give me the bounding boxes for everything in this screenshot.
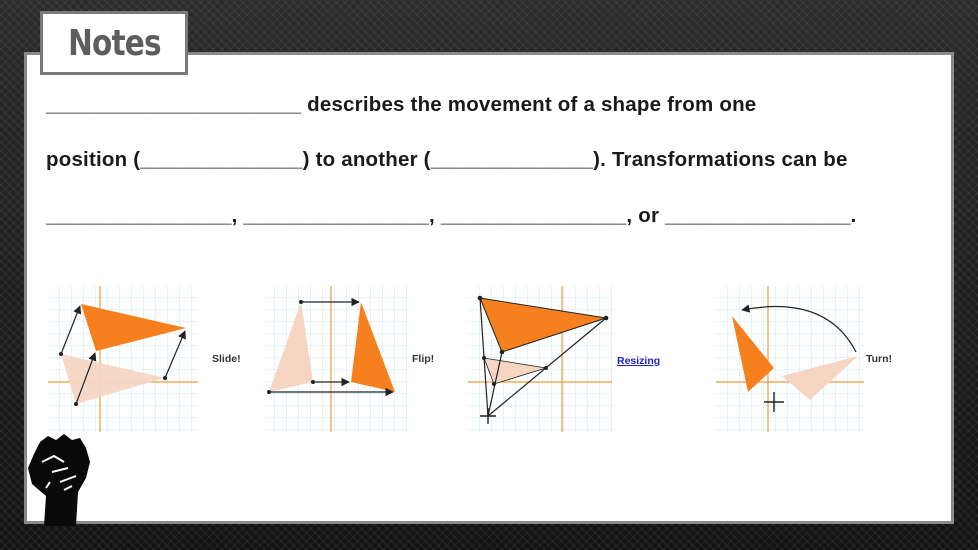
- notes-text-line-3: ________________, ________________, ________________, or ________________.: [46, 204, 857, 227]
- resizing-link[interactable]: Resizing: [617, 355, 661, 367]
- turn-figure: [716, 286, 864, 432]
- slide-label: Slide!: [212, 353, 241, 365]
- flip-label: Flip!: [412, 353, 435, 365]
- notes-title: Notes: [67, 22, 161, 64]
- notes-text-line-2: position (______________) to another (______________). Transformations can be: [46, 148, 848, 171]
- turn-label: Turn!: [866, 353, 893, 365]
- slide-figure: [48, 286, 198, 432]
- flip-figure: [263, 286, 409, 432]
- resizing-figure: [468, 286, 612, 432]
- notes-text-line-1: ______________________ describes the movement of a shape from one: [46, 93, 757, 116]
- notes-title-tab: [40, 11, 188, 75]
- raised-fist-icon: [24, 432, 94, 526]
